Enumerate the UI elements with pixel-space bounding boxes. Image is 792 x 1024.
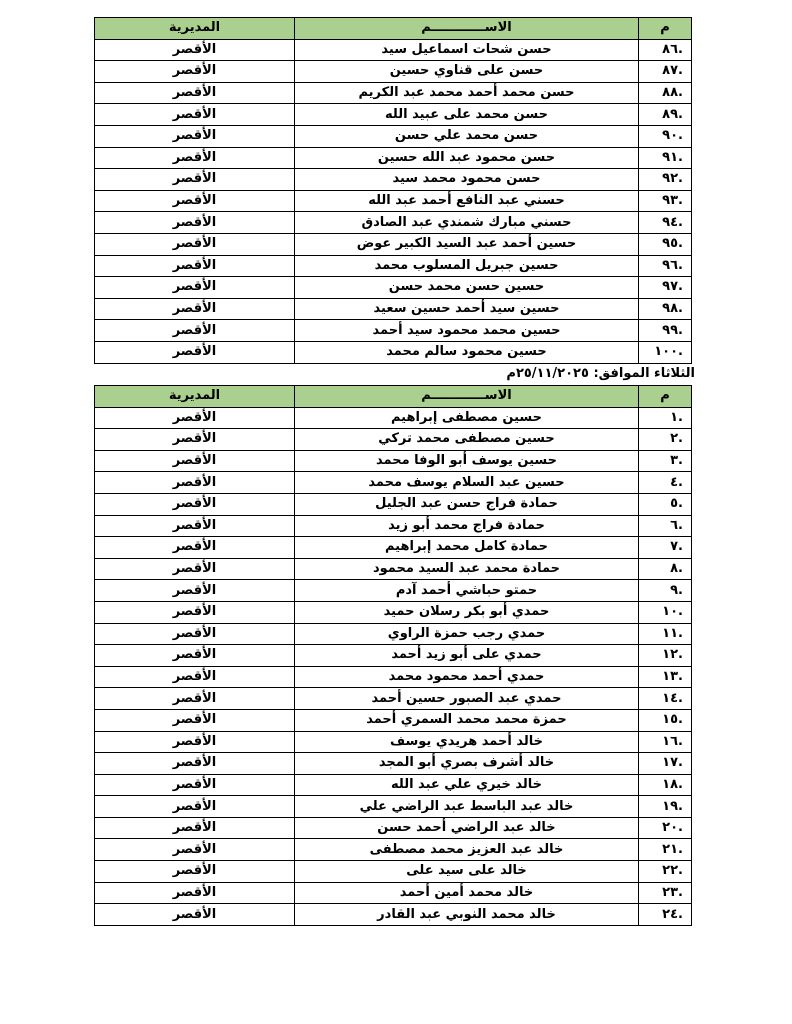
table-row (95, 839, 692, 861)
row-directorate: الأقصر (95, 429, 295, 451)
row-directorate: الأقصر (95, 796, 295, 818)
row-directorate: الأقصر (95, 190, 295, 212)
row-number: .٢٠ (639, 817, 692, 839)
table-row (95, 645, 692, 667)
row-name: خالد محمد أمين أحمد (295, 882, 639, 904)
row-directorate: الأقصر (95, 753, 295, 775)
row-name: حسني مبارك شمندي عبد الصادق (295, 212, 639, 234)
row-number: .٩١ (639, 147, 692, 169)
row-name: خالد عبد الباسط عبد الراضي علي (295, 796, 639, 818)
row-number: .٩٢ (639, 169, 692, 191)
row-directorate: الأقصر (95, 341, 295, 363)
row-directorate: الأقصر (95, 861, 295, 883)
table-row (95, 623, 692, 645)
row-name: حمدي أبو بكر رسلان حميد (295, 601, 639, 623)
row-directorate: الأقصر (95, 493, 295, 515)
table-row (95, 709, 692, 731)
row-directorate: الأقصر (95, 212, 295, 234)
row-name: حسن محمد أحمد محمد عبد الكريم (295, 82, 639, 104)
row-number: .١ (639, 407, 692, 429)
row-name: حسين محمود سالم محمد (295, 341, 639, 363)
row-name: حسين مصطفى محمد تركي (295, 429, 639, 451)
row-name: حمدي عبد الصبور حسين أحمد (295, 688, 639, 710)
row-directorate: الأقصر (95, 147, 295, 169)
row-name: خالد خيري علي عبد الله (295, 774, 639, 796)
row-directorate: الأقصر (95, 125, 295, 147)
row-number: .١٦ (639, 731, 692, 753)
row-name: خالد عبد الراضي أحمد حسن (295, 817, 639, 839)
row-name: حمادة محمد عبد السيد محمود (295, 558, 639, 580)
row-directorate: الأقصر (95, 515, 295, 537)
table-header-row (95, 18, 692, 40)
row-name: حمزة محمد محمد السمري أحمد (295, 709, 639, 731)
row-directorate: الأقصر (95, 450, 295, 472)
row-directorate: الأقصر (95, 233, 295, 255)
row-number: .١٨ (639, 774, 692, 796)
row-number: .٥ (639, 493, 692, 515)
row-name: خالد أشرف بصري أبو المجد (295, 753, 639, 775)
row-number: .٤ (639, 472, 692, 494)
row-name: حسين حسن محمد حسن (295, 277, 639, 299)
table-row (95, 407, 692, 429)
row-directorate: الأقصر (95, 882, 295, 904)
table-row (95, 277, 692, 299)
row-name: خالد أحمد هريدي يوسف (295, 731, 639, 753)
row-directorate: الأقصر (95, 255, 295, 277)
row-directorate: الأقصر (95, 61, 295, 83)
row-name: حمادة فراج محمد أبو زيد (295, 515, 639, 537)
row-number: .٨٦ (639, 39, 692, 61)
row-directorate: الأقصر (95, 774, 295, 796)
row-directorate: الأقصر (95, 817, 295, 839)
table-row (95, 212, 692, 234)
row-directorate: الأقصر (95, 558, 295, 580)
table-row (95, 298, 692, 320)
row-number: .٩٤ (639, 212, 692, 234)
row-number: .١٢ (639, 645, 692, 667)
row-directorate: الأقصر (95, 580, 295, 602)
table-row (95, 688, 692, 710)
row-directorate: الأقصر (95, 666, 295, 688)
row-directorate: الأقصر (95, 277, 295, 299)
table-row (95, 882, 692, 904)
row-number: .٩٥ (639, 233, 692, 255)
row-directorate: الأقصر (95, 320, 295, 342)
row-name: حمادة فراج حسن عبد الجليل (295, 493, 639, 515)
table-row (95, 82, 692, 104)
row-directorate: الأقصر (95, 169, 295, 191)
row-name: حمدي على أبو زيد أحمد (295, 645, 639, 667)
table-row (95, 341, 692, 363)
table-row (95, 537, 692, 559)
names-table-1 (94, 17, 692, 364)
table-row (95, 104, 692, 126)
table-row (95, 796, 692, 818)
row-name: حسن محمد علي حسن (295, 125, 639, 147)
row-name: حسين أحمد عبد السيد الكبير عوض (295, 233, 639, 255)
row-name: حسن محمد على عبيد الله (295, 104, 639, 126)
date-line: الثلاثاء الموافق: ٢٥/١١/٢٠٢٥م (506, 366, 695, 381)
table-row (95, 320, 692, 342)
row-number: .٩٣ (639, 190, 692, 212)
row-name: حسين محمد محمود سيد أحمد (295, 320, 639, 342)
table-row (95, 39, 692, 61)
row-name: حمادة كامل محمد إبراهيم (295, 537, 639, 559)
row-directorate: الأقصر (95, 601, 295, 623)
table-row (95, 753, 692, 775)
row-name: حسني عبد النافع أحمد عبد الله (295, 190, 639, 212)
row-name: حسين مصطفى إبراهيم (295, 407, 639, 429)
table-row (95, 233, 692, 255)
table-row (95, 817, 692, 839)
row-number: .٢٢ (639, 861, 692, 883)
row-number: .٢٤ (639, 904, 692, 926)
row-number: .١٤ (639, 688, 692, 710)
header-directorate: المديرية (95, 18, 295, 40)
row-number: .٨٧ (639, 61, 692, 83)
header-number: م (639, 18, 692, 40)
table-row (95, 515, 692, 537)
row-number: .١٩ (639, 796, 692, 818)
table-row (95, 472, 692, 494)
row-number: .٢ (639, 429, 692, 451)
table-row (95, 731, 692, 753)
row-directorate: الأقصر (95, 839, 295, 861)
row-number: .٦ (639, 515, 692, 537)
table-row (95, 125, 692, 147)
table-row (95, 255, 692, 277)
table-row (95, 450, 692, 472)
row-directorate: الأقصر (95, 82, 295, 104)
row-directorate: الأقصر (95, 39, 295, 61)
row-name: حسين عبد السلام يوسف محمد (295, 472, 639, 494)
row-number: .٢١ (639, 839, 692, 861)
row-name: حمدي أحمد محمود محمد (295, 666, 639, 688)
table-row (95, 904, 692, 926)
row-name: حسين جبريل المسلوب محمد (295, 255, 639, 277)
row-number: .٨ (639, 558, 692, 580)
table-row (95, 429, 692, 451)
row-directorate: الأقصر (95, 623, 295, 645)
row-name: حسن شحات اسماعيل سيد (295, 39, 639, 61)
row-number: .٩٧ (639, 277, 692, 299)
header-name: الاســــــــــــم (295, 18, 639, 40)
row-directorate: الأقصر (95, 407, 295, 429)
row-name: حسين يوسف أبو الوفا محمد (295, 450, 639, 472)
row-number: .١٣ (639, 666, 692, 688)
names-table-2 (94, 385, 692, 926)
row-name: حسن على قناوي حسين (295, 61, 639, 83)
row-directorate: الأقصر (95, 645, 295, 667)
row-number: .٩٦ (639, 255, 692, 277)
table-row (95, 190, 692, 212)
row-name: حسين سيد أحمد حسين سعيد (295, 298, 639, 320)
row-name: حمدي رجب حمزة الراوي (295, 623, 639, 645)
table-row (95, 169, 692, 191)
row-name: حمتو حباشي أحمد آدم (295, 580, 639, 602)
table-header-row (95, 386, 692, 408)
table-row (95, 493, 692, 515)
row-directorate: الأقصر (95, 537, 295, 559)
table-row (95, 861, 692, 883)
row-number: .٩٨ (639, 298, 692, 320)
row-number: .١٧ (639, 753, 692, 775)
row-directorate: الأقصر (95, 472, 295, 494)
row-directorate: الأقصر (95, 688, 295, 710)
row-name: خالد محمد النوبي عبد القادر (295, 904, 639, 926)
row-number: .٨٩ (639, 104, 692, 126)
row-name: خالد على سيد على (295, 861, 639, 883)
table-row (95, 666, 692, 688)
row-number: .٩٠ (639, 125, 692, 147)
row-directorate: الأقصر (95, 731, 295, 753)
table-row (95, 147, 692, 169)
row-name: خالد عبد العزيز محمد مصطفى (295, 839, 639, 861)
table-row (95, 601, 692, 623)
row-number: .٩٩ (639, 320, 692, 342)
table-row (95, 580, 692, 602)
row-number: .١٥ (639, 709, 692, 731)
row-number: .٢٣ (639, 882, 692, 904)
table-row (95, 558, 692, 580)
row-directorate: الأقصر (95, 709, 295, 731)
row-number: .٧ (639, 537, 692, 559)
header-number: م (639, 386, 692, 408)
row-directorate: الأقصر (95, 298, 295, 320)
header-name: الاســــــــــــم (295, 386, 639, 408)
row-number: .٣ (639, 450, 692, 472)
row-number: .١١ (639, 623, 692, 645)
row-directorate: الأقصر (95, 904, 295, 926)
table-row (95, 61, 692, 83)
table-row (95, 774, 692, 796)
row-name: حسن محمود محمد سيد (295, 169, 639, 191)
header-directorate: المديرية (95, 386, 295, 408)
row-name: حسن محمود عبد الله حسين (295, 147, 639, 169)
row-number: .١٠ (639, 601, 692, 623)
row-number: .١٠٠ (639, 341, 692, 363)
row-number: .٩ (639, 580, 692, 602)
row-directorate: الأقصر (95, 104, 295, 126)
row-number: .٨٨ (639, 82, 692, 104)
